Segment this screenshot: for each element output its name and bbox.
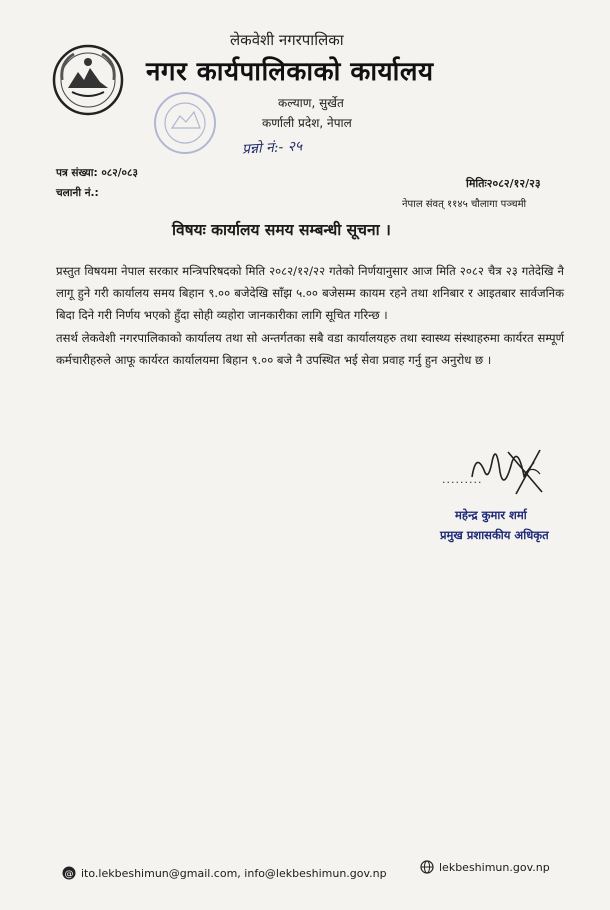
address-line-2: कर्णाली प्रदेश, नेपाल (262, 116, 352, 130)
signer-name: महेन्द्र कुमार शर्मा (455, 508, 527, 522)
email-addresses[interactable]: ito.lekbeshimun@gmail.com, info@lekbeshimun.gov.np (81, 866, 387, 880)
footer-website (420, 860, 550, 874)
patra-sankhya: पत्र संख्या: ०८२/०८३ (56, 167, 138, 179)
handwritten-number: प्रन्नो नं:- २५ (241, 138, 303, 158)
nepal-samvat-date: नेपाल संवत् ११४५ चौलागा पञ्चमी (402, 199, 527, 210)
signature-line: ......... (442, 473, 483, 486)
date: मितिः२०८२/१२/२३ (466, 177, 541, 190)
subject-line: विषयः कार्यालय समय सम्बन्धी सूचना । (172, 221, 391, 239)
svg-text:@: @ (64, 869, 74, 880)
body-paragraph-2: तसर्थ लेकवेशी नगरपालिकाको कार्यालय तथा सो अन्तर्गतका सबै वडा कार्यालयहरु तथा स्वास्थ्य संस्थाहरुमा कार्यरत सम्पूर्ण कर्मचारीहरुले आफू कार्यरत कार्यालयमा बिहान ९.०० बजे नै उपस्थित भई सेवा प्रवाह गर्नु हुन अनुरोध छ । (56, 330, 564, 367)
nepal-emblem-icon (50, 42, 126, 118)
website-link[interactable]: lekbeshimun.gov.np (439, 860, 550, 874)
body-paragraph-1: प्रस्तुत विषयमा नेपाल सरकार मन्त्रिपरिषदको मिति २०८२/१२/२२ गतेको निर्णयानुसार आज मिति २०८२ चैत्र २३ गतेदेखि नै लागू हुने गरी कार्यालय समय बिहान ९.०० बजेदेखि साँझ ५.०० बजेसम्म कायम रहने तथा शनिबार र आइतबार सार्वजनिक बिदा दिने गरी निर्णय भएको हुँदा सोही व्यहोरा जानकारीका लागि सूचित गरिन्छ । (56, 264, 564, 323)
at-icon (62, 866, 76, 880)
office-title: नगर कार्यपालिकाको कार्यालय (146, 57, 434, 87)
address-line-1: कल्याण, सुर्खेत (278, 96, 344, 110)
footer-email (62, 866, 387, 880)
globe-icon (420, 860, 434, 874)
chalani-number: चलानी नं.: (56, 187, 99, 199)
notice-body (56, 260, 564, 371)
office-stamp-icon (150, 88, 220, 158)
municipality-name: लेकवेशी नगरपालिका (230, 31, 344, 49)
handwritten-signature-icon (442, 432, 562, 502)
signer-post: प्रमुख प्रशासकीय अधिकृत (440, 528, 549, 542)
